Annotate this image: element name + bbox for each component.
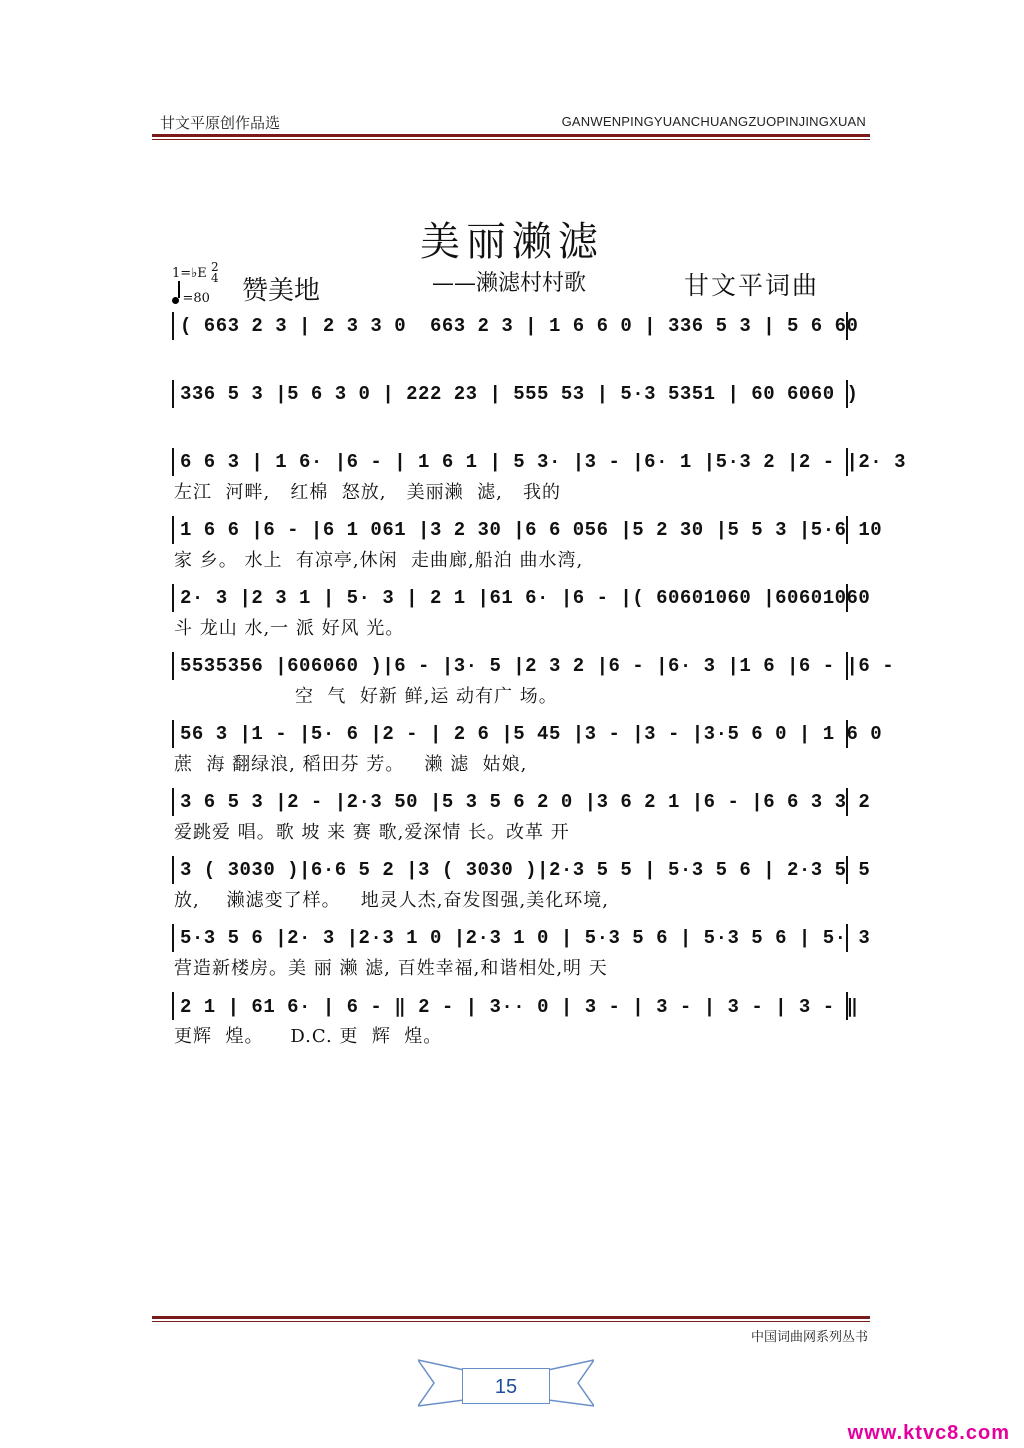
notation-text: 2 1 | 61 6· | 6 - ‖ 2 - | 3·· 0 | 3 - | 3 - | 3 - | 3 - ‖ [180, 995, 859, 1018]
notation-text: 56 3 |1 - |5· 6 |2 - | 2 6 |5 45 |3 - |3 - |3·5 6 0 | 1 6 0 [180, 723, 883, 745]
header-book-title: 甘文平原创作品选 [160, 114, 281, 132]
key-flat: ♭E [191, 265, 207, 281]
lyrics-line: 更辉 煌。 D.C. 更 辉 煌。 [174, 1026, 443, 1047]
notation-line [172, 992, 859, 1020]
notation-text: 3 6 5 3 |2 - |2·3 50 |5 3 5 6 2 0 |3 6 2 1 |6 - |6 6 3 3 2 [180, 791, 871, 813]
notation-line [172, 516, 883, 544]
lyrics-line: 放, 濑滤变了样。 地灵人杰,奋发图强,美化环境, [174, 890, 609, 911]
notation-line [172, 924, 871, 952]
notation-line [172, 584, 871, 612]
footer-rule-thick [152, 1316, 870, 1319]
notation-text: 5535356 |606060 )|6 - |3· 5 |2 3 2 |6 - |6· 3 |1 6 |6 - |6 - [180, 655, 895, 677]
notation-text: 5·3 5 6 |2· 3 |2·3 1 0 |2·3 1 0 | 5·3 5 6 | 5·3 5 6 | 5· 3 [180, 927, 871, 949]
song-author: 甘文平词曲 [684, 271, 820, 300]
lyrics-line: 蔗 海 翻绿浪, 稻田芬 芳。 濑 滤 姑娘, [174, 754, 528, 775]
lyrics-line [172, 410, 848, 436]
time-numerator: 2 [210, 260, 219, 274]
footer-rule-thin [152, 1321, 870, 1322]
lyrics-line: 家 乡。 水上 有凉亭,休闲 走曲廊,船泊 曲水湾, [174, 550, 584, 571]
notation-text: 1 6 6 |6 - |6 1 061 |3 2 30 |6 6 056 |5 2 30 |5 5 3 |5·6 10 [180, 519, 883, 541]
notation-line [172, 448, 907, 476]
lyrics-line: 左江 河畔, 红棉 怒放, 美丽濑 滤, 我的 [174, 482, 561, 503]
header-rule-thin [152, 139, 870, 140]
expression-marking: 赞美地 [242, 276, 321, 306]
page-number: 15 [462, 1368, 550, 1404]
lyrics-line: 空 气 好新 鲜,运 动有广 场。 [174, 686, 558, 707]
notation-line [172, 856, 871, 884]
notation-text: 336 5 3 |5 6 3 0 | 222 23 | 555 53 | 5·3 5351 | 60 6060 ) [180, 383, 859, 405]
notation-line [172, 380, 859, 408]
time-signature [211, 262, 219, 285]
quarter-note-icon [172, 297, 179, 304]
series-name: 中国词曲网系列丛书 [750, 1330, 868, 1345]
song-subtitle: ——濑滤村村歌 [432, 271, 587, 296]
score [172, 312, 907, 1048]
note-stem [178, 281, 180, 298]
notation-line [172, 312, 859, 340]
notation-text: 6 6 3 | 1 6· |6 - | 1 6 1 | 5 3· |3 - |6· 1 |5·3 2 |2 - |2· 3 [180, 451, 907, 473]
time-denominator: 4 [210, 271, 219, 286]
lyrics-line: 爱跳爱 唱。歌 坡 来 赛 歌,爱深情 长。改革 开 [174, 822, 570, 843]
lyrics-line: 斗 龙山 水,一 派 好风 光。 [174, 618, 405, 639]
notation-line [172, 652, 895, 680]
notation-line [172, 788, 871, 816]
notation-text: 2· 3 |2 3 1 | 5· 3 | 2 1 |61 6· |6 - |( 60601060 |60601060 [180, 587, 871, 609]
header-pinyin: GANWENPINGYUANCHUANGZUOPINJINGXUAN [561, 114, 866, 129]
song-title: 美丽濑滤 [420, 219, 604, 265]
notation-line [172, 720, 883, 748]
notation-text: ( 663 2 3 | 2 3 3 0 663 2 3 | 1 6 6 0 | 336 5 3 | 5 6 60 [180, 315, 859, 337]
watermark: www.ktvc8.com [847, 1422, 1010, 1444]
lyrics-line: 营造新楼房。美 丽 濑 滤, 百姓幸福,和谐相处,明 天 [174, 958, 608, 979]
tempo-value: =80 [182, 291, 210, 306]
header-rule-thick [152, 134, 870, 137]
notation-text: 3 ( 3030 )|6·6 5 2 |3 ( 3030 )|2·3 5 5 | 5·3 5 6 | 2·3 5 5 [180, 859, 871, 881]
tempo-marking [172, 285, 210, 306]
lyrics-line [172, 342, 848, 368]
key-prefix: 1= [172, 265, 192, 281]
